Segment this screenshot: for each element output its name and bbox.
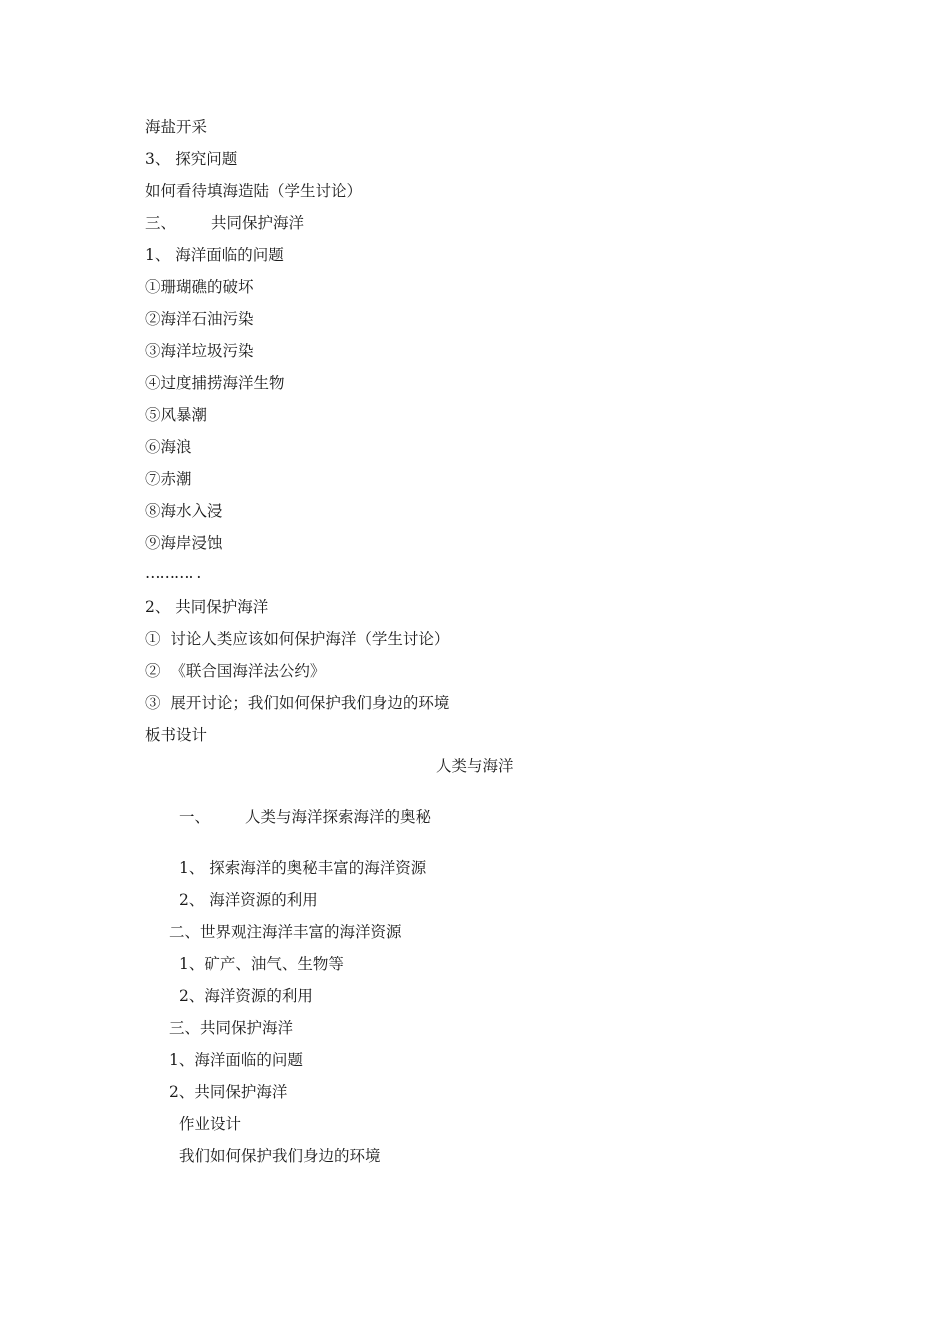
section-heading: 2、 共同保护海洋 [145,598,269,616]
board-item: 2、 海洋资源的利用 [179,891,318,909]
section-heading: 1、 海洋面临的问题 [145,246,284,264]
text-line: 海盐开采 [145,118,208,136]
list-item: ⑥海浪 [145,438,192,456]
list-item: ① 讨论人类应该如何保护海洋（学生讨论） [145,630,450,648]
board-item: 2、共同保护海洋 [169,1083,288,1101]
board-item: 1、矿产、油气、生物等 [179,955,344,973]
list-item: ③ 展开讨论；我们如何保护我们身边的环境 [145,694,450,712]
board-item: 1、 探索海洋的奥秘丰富的海洋资源 [179,859,427,877]
list-item: ⑨海岸浸蚀 [145,534,223,552]
list-item: ⑤风暴潮 [145,406,208,424]
section-number: 三、 [145,214,177,232]
section-heading: 共同保护海洋 [211,214,305,232]
board-item: 人类与海洋探索海洋的奥秘 [245,808,432,826]
list-item: ④过度捕捞海洋生物 [145,374,285,392]
list-item: ①珊瑚礁的破坏 [145,278,254,296]
homework-heading: 作业设计 [179,1115,242,1133]
list-item: ② 《联合国海洋法公约》 [145,662,326,680]
section-heading: 板书设计 [145,726,208,744]
section-heading: 3、 探究问题 [145,150,238,168]
board-item: 1、海洋面临的问题 [169,1051,303,1069]
board-title: 人类与海洋 [436,757,514,775]
list-item: ②海洋石油污染 [145,310,254,328]
board-item: 二、世界观注海洋丰富的海洋资源 [169,923,402,941]
list-item: ⑦赤潮 [145,470,192,488]
ellipsis: ………. . [145,564,201,582]
board-item: 三、共同保护海洋 [169,1019,294,1037]
board-item-number: 一、 [179,808,211,826]
text-line: 如何看待填海造陆（学生讨论） [145,182,363,200]
homework-item: 我们如何保护我们身边的环境 [179,1147,381,1165]
board-item: 2、海洋资源的利用 [179,987,313,1005]
list-item: ⑧海水入浸 [145,502,223,520]
list-item: ③海洋垃圾污染 [145,342,254,360]
